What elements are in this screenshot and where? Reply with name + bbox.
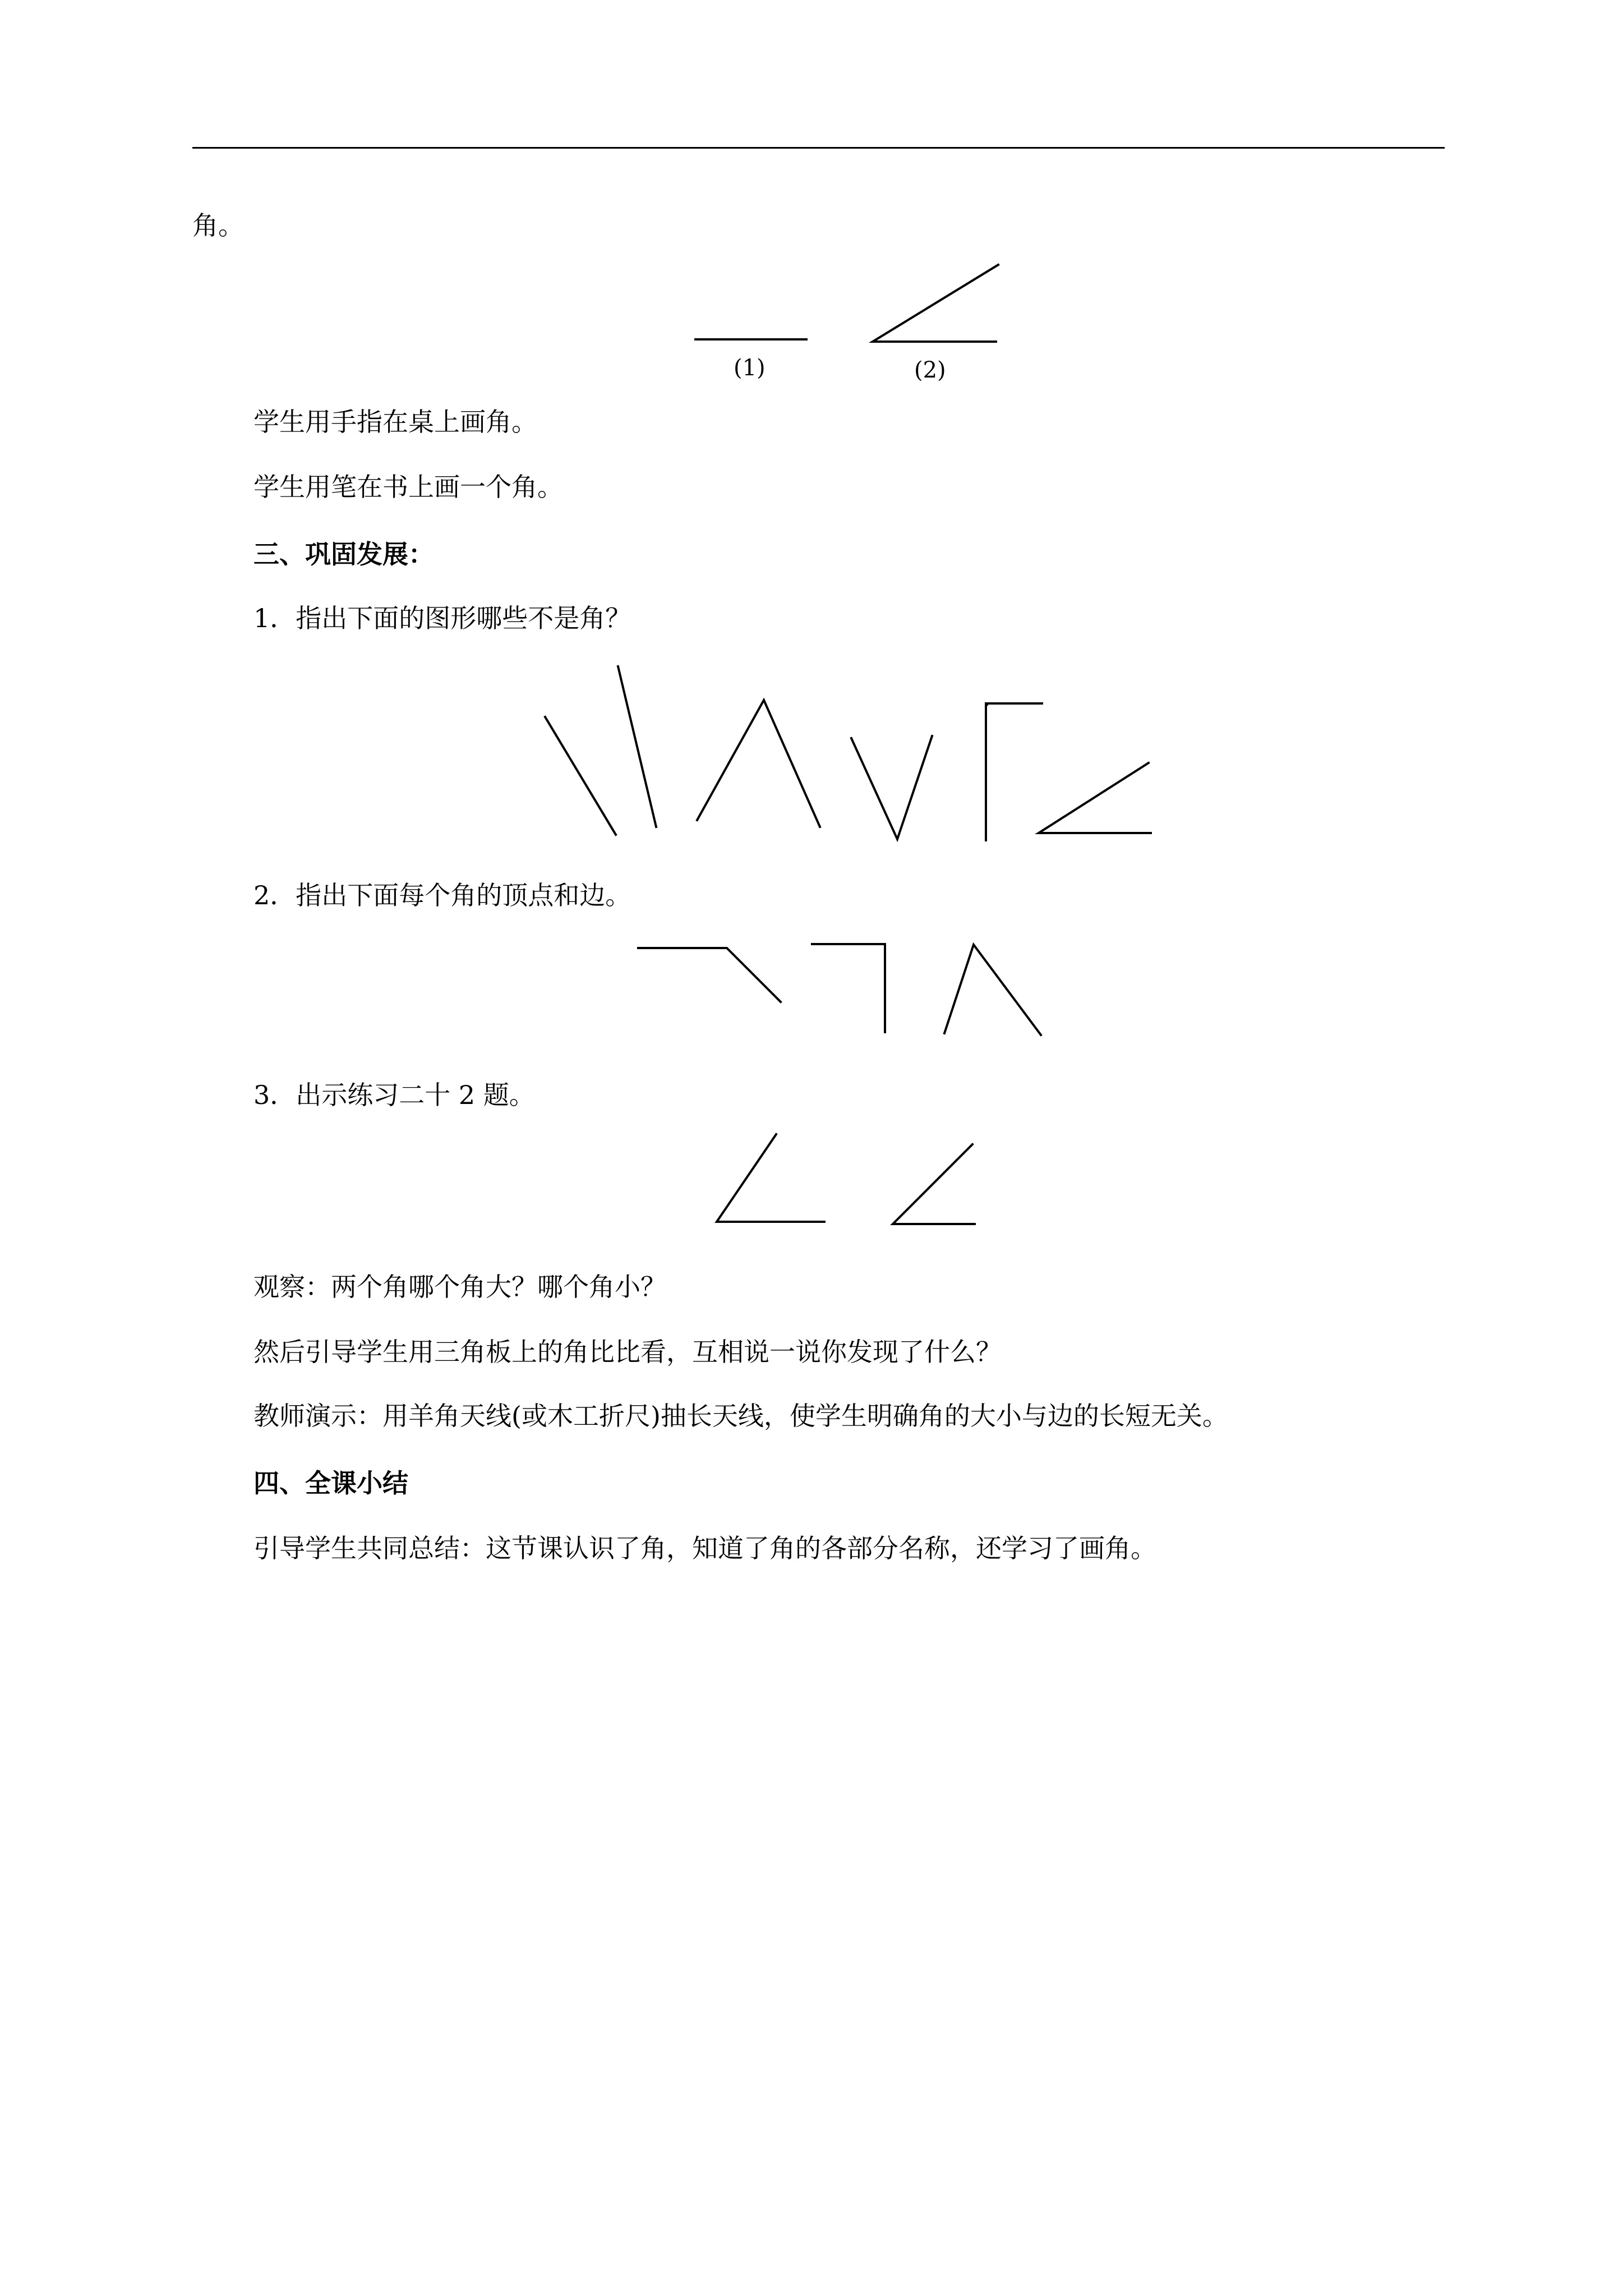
summary-text: 引导学生共同总结：这节课认识了角，知道了角的各部分名称，还学习了画角。 bbox=[253, 1533, 1156, 1563]
q3-angle-large bbox=[893, 1144, 975, 1224]
question-1: 1．指出下面的图形哪些不是角？ bbox=[253, 603, 631, 633]
figure1-label-1: (1) bbox=[734, 355, 766, 381]
continuation-text: 角。 bbox=[192, 210, 244, 241]
section3-title: 三、巩固发展： bbox=[253, 539, 434, 569]
teacher-demo-text: 教师演示：用羊角天线(或木工折尺)抽长天线，使学生明确角的大小与边的长短无关。 bbox=[253, 1401, 1228, 1431]
question-3: 3．出示练习二十 2 题。 bbox=[253, 1080, 535, 1110]
para-finger: 学生用手指在桌上画角。 bbox=[253, 407, 537, 437]
question-2: 2．指出下面每个角的顶点和边。 bbox=[253, 880, 631, 910]
guide-text: 然后引导学生用三角板上的角比比看，互相说一说你发现了什么？ bbox=[253, 1337, 1002, 1367]
figure1-label-2: (2) bbox=[914, 357, 946, 383]
para-pen: 学生用笔在书上画一个角。 bbox=[253, 472, 563, 502]
q3-angle-small bbox=[717, 1134, 824, 1222]
observe-text: 观察：两个角哪个角大？哪个角小？ bbox=[253, 1272, 666, 1302]
section4-title: 四、全课小结 bbox=[253, 1468, 408, 1498]
